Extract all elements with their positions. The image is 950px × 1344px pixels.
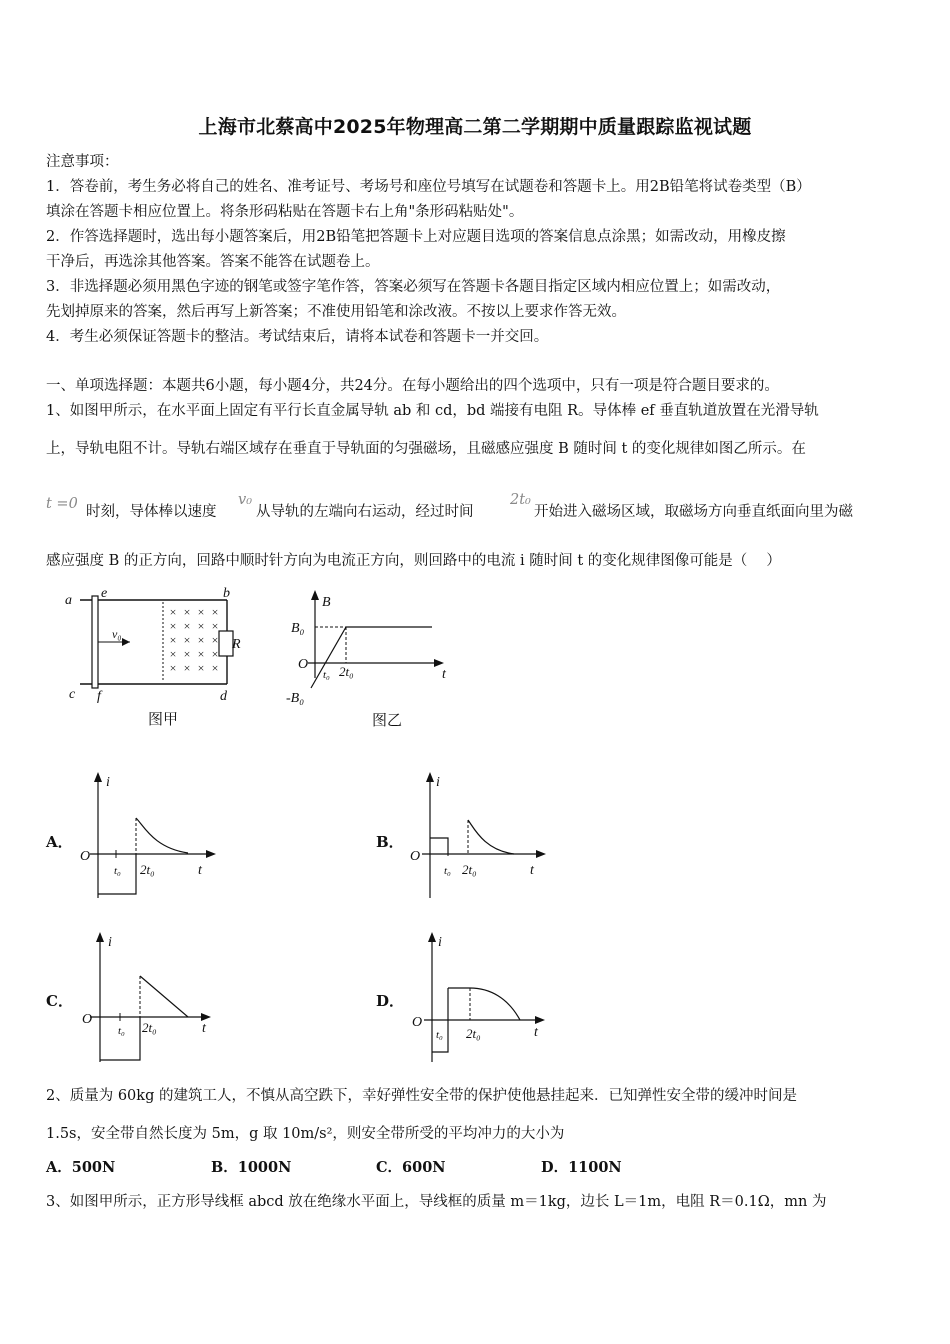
q1-t-equals-zero: t =0: [46, 496, 78, 512]
notice-line: 填涂在答题卡相应位置上。将条形码粘贴在答题卡右上角"条形码粘贴处"。: [46, 204, 524, 220]
option-a-graph[interactable]: [76, 768, 226, 908]
svg-text:2t₀: 2t₀: [140, 862, 155, 877]
figure-jia: [55, 586, 255, 736]
svg-text:×: ×: [183, 619, 191, 633]
label-a: a: [65, 593, 72, 608]
caption-jia: 图甲: [148, 712, 179, 728]
svg-text:×: ×: [211, 647, 219, 661]
svg-text:O: O: [298, 657, 309, 672]
svg-text:×: ×: [197, 633, 205, 647]
svg-text:×: ×: [169, 633, 177, 647]
svg-text:i: i: [438, 935, 442, 950]
svg-text:×: ×: [211, 619, 219, 633]
option-b-label[interactable]: B．: [376, 833, 404, 851]
q2-text: 1.5s，安全带自然长度为 5m，g 取 10m/s²，则安全带所受的平均冲力的大小为: [46, 1126, 565, 1142]
q1-v0: v₀: [238, 492, 253, 508]
q3-text: 3、如图甲所示，正方形导线框 abcd 放在绝缘水平面上，导线框的质量 m＝1kg，边长 L＝1m，电阻 R＝0.1Ω，mn 为: [46, 1194, 827, 1210]
svg-text:×: ×: [211, 605, 219, 619]
q2-option-c[interactable]: C．600N: [376, 1159, 446, 1176]
q2-option-b[interactable]: B．1000N: [211, 1159, 292, 1176]
svg-text:×: ×: [183, 647, 191, 661]
q2-option-a[interactable]: A．500N: [46, 1159, 116, 1176]
svg-text:t₀: t₀: [114, 865, 121, 877]
notice-line: 干净后，再选涂其他答案。答案不能答在试题卷上。: [46, 254, 380, 270]
q1-2t0: 2t₀: [510, 492, 531, 508]
svg-text:t: t: [534, 1025, 538, 1040]
svg-text:t: t: [198, 863, 202, 878]
label-d: d: [220, 689, 227, 704]
option-c-graph[interactable]: [78, 928, 228, 1068]
svg-text:B: B: [322, 595, 331, 610]
svg-text:×: ×: [211, 661, 219, 675]
caption-yi: 图乙: [372, 713, 403, 729]
svg-text:-B₀: -B₀: [286, 691, 305, 706]
label-c: c: [69, 687, 76, 702]
option-b-graph[interactable]: [406, 768, 556, 908]
option-a-label[interactable]: A．: [46, 833, 73, 851]
notice-heading: 注意事项：: [46, 154, 119, 170]
svg-text:i: i: [108, 935, 112, 950]
svg-text:O: O: [412, 1015, 423, 1030]
svg-text:×: ×: [169, 619, 177, 633]
q2-text: 2、质量为 60kg 的建筑工人，不慎从高空跌下，幸好弹性安全带的保护使他悬挂起来．已知弹性安全带的缓冲时间是: [46, 1088, 797, 1104]
svg-text:t₀: t₀: [444, 865, 451, 877]
notice-line: 1．答卷前，考生务必将自己的姓名、准考证号、考场号和座位号填写在试题卷和答题卡上。用2B铅笔将试卷类型（B）: [46, 179, 811, 195]
svg-text:×: ×: [183, 661, 191, 675]
svg-text:×: ×: [169, 661, 177, 675]
q1-text: 1、如图甲所示，在水平面上固定有平行长直金属导轨 ab 和 cd，bd 端接有电阻 R。导体棒 ef 垂直轨道放置在光滑导轨: [46, 403, 819, 419]
svg-text:B₀: B₀: [291, 621, 305, 636]
svg-text:×: ×: [211, 633, 219, 647]
svg-text:i: i: [106, 775, 110, 790]
svg-text:i: i: [436, 775, 440, 790]
svg-text:t: t: [442, 667, 446, 682]
svg-text:×: ×: [197, 647, 205, 661]
svg-text:×: ×: [183, 633, 191, 647]
label-b: b: [223, 586, 230, 601]
q1-text: 从导轨的左端向右运动，经过时间: [256, 504, 474, 520]
svg-text:O: O: [410, 849, 421, 864]
svg-text:×: ×: [197, 661, 205, 675]
option-c-label[interactable]: C．: [46, 992, 73, 1010]
svg-text:t: t: [202, 1021, 206, 1036]
notice-line: 3．非选择题必须用黑色字迹的钢笔或签字笔作答，答案必须写在答题卡各题目指定区域内相应位置上；如需改动，: [46, 279, 781, 295]
svg-text:×: ×: [197, 619, 205, 633]
section-heading: 一、单项选择题：本题共6小题，每小题4分，共24分。在每小题给出的四个选项中，只有一项是符合题目要求的。: [46, 378, 779, 394]
label-v0: v₀: [112, 627, 122, 641]
svg-text:O: O: [82, 1012, 93, 1027]
q2-option-d[interactable]: D．1100N: [541, 1159, 622, 1176]
page-title: 上海市北蔡高中2025年物理高二第二学期期中质量跟踪监视试题: [198, 116, 752, 138]
svg-text:2t₀: 2t₀: [462, 862, 477, 877]
svg-text:2t₀: 2t₀: [142, 1020, 157, 1035]
svg-text:t: t: [530, 863, 534, 878]
svg-text:t₀: t₀: [118, 1025, 125, 1037]
svg-text:×: ×: [169, 647, 177, 661]
notice-line: 2．作答选择题时，选出每小题答案后，用2B铅笔把答题卡上对应题目选项的答案信息点涂黑；如需改动，用橡皮擦: [46, 229, 786, 245]
label-R: R: [232, 637, 241, 652]
option-d-graph[interactable]: [408, 928, 558, 1068]
magnetic-field-crosses: [170, 605, 219, 675]
label-e: e: [101, 586, 108, 601]
svg-text:2t₀: 2t₀: [339, 664, 354, 679]
q1-text: 时刻，导体棒以速度: [86, 504, 217, 520]
svg-text:×: ×: [169, 605, 177, 619]
svg-text:×: ×: [183, 605, 191, 619]
svg-text:O: O: [80, 849, 91, 864]
svg-text:2t₀: 2t₀: [466, 1026, 481, 1041]
label-f: f: [97, 689, 101, 704]
q1-text: 感应强度 B 的正方向，回路中顺时针方向为电流正方向，则回路中的电流 i 随时间 t 的变化规律图像可能是（ ）: [46, 553, 781, 569]
figure-yi: [280, 588, 460, 736]
svg-text:×: ×: [197, 605, 205, 619]
notice-line: 4．考生必须保证答题卡的整洁。考试结束后，请将本试卷和答题卡一并交回。: [46, 329, 549, 345]
svg-text:t₀: t₀: [436, 1029, 443, 1041]
svg-text:t₀: t₀: [323, 669, 330, 681]
option-d-label[interactable]: D．: [376, 992, 405, 1010]
q1-text: 开始进入磁场区域，取磁场方向垂直纸面向里为磁: [534, 504, 853, 520]
q1-text: 上，导轨电阻不计。导轨右端区域存在垂直于导轨面的匀强磁场，且磁感应强度 B 随时间 t 的变化规律如图乙所示。在: [46, 441, 806, 457]
notice-line: 先划掉原来的答案，然后再写上新答案；不准使用铅笔和涂改液。不按以上要求作答无效。: [46, 304, 626, 320]
